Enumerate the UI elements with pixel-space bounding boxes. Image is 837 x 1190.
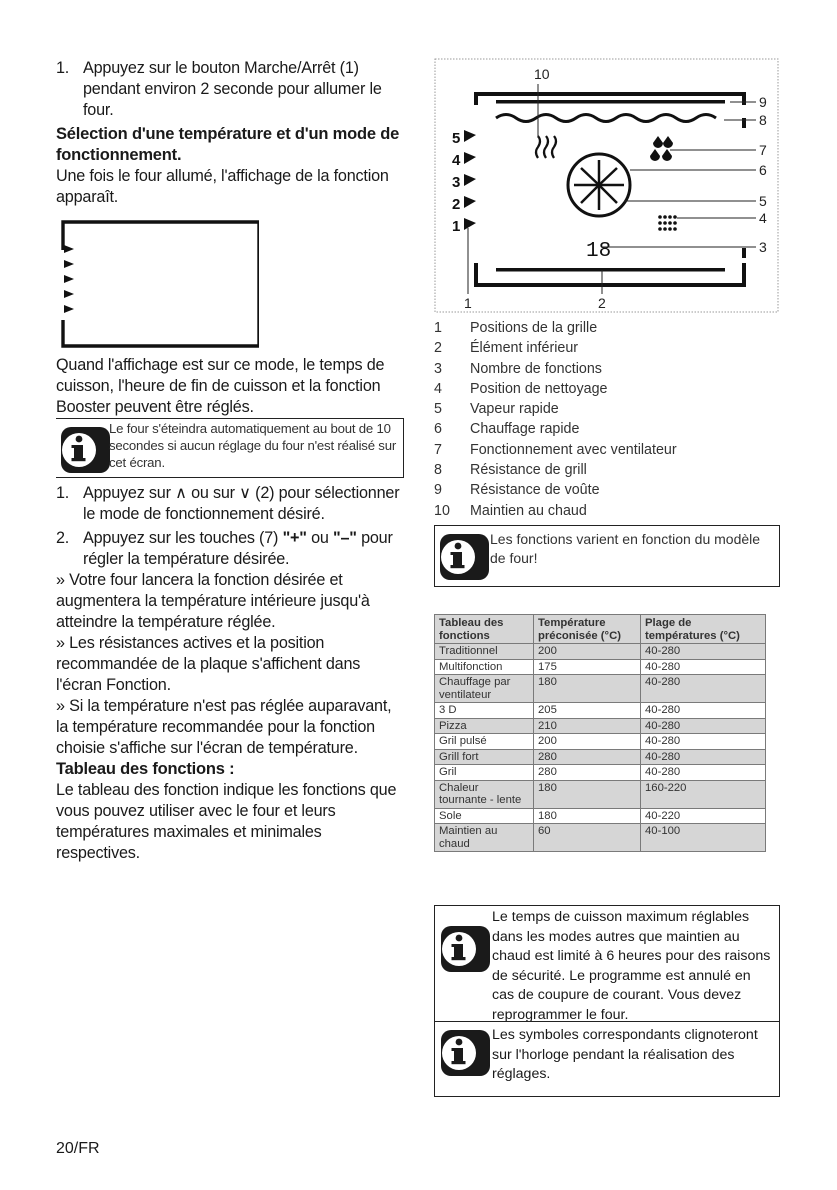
callout-label-8: 8: [759, 112, 767, 128]
table-row: [435, 780, 766, 808]
table-cell: 200: [534, 734, 641, 750]
step-power-on: [56, 58, 404, 121]
info-note-blinking-symbols: [435, 1021, 779, 1096]
step-number: 1.: [56, 59, 70, 77]
table-cell: Gril: [435, 765, 534, 781]
functions-table-wrap: [434, 614, 780, 852]
info-note-text: Le four s'éteindra automatiquement au bout de 10 secondes si aucun réglage du four n'est réalisé sur cet écran.: [109, 421, 397, 470]
table-cell: 3 D: [435, 703, 534, 719]
legend-text: Vapeur rapide: [470, 401, 559, 418]
legend-text: Résistance de voûte: [470, 482, 600, 499]
legend-text: Positions de la grille: [470, 320, 598, 336]
legend-row: [434, 460, 780, 480]
level-number: 2: [452, 196, 461, 213]
note-active-elements: » Les résistances actives et la position recommandée de la plaque s'affichent dans l'écran Fonction.: [56, 634, 361, 694]
legend-number: 4: [434, 380, 442, 397]
info-icon: [436, 528, 492, 584]
legend-number: 7: [434, 441, 442, 458]
table-row: [435, 703, 766, 719]
functions-table: [434, 614, 766, 852]
table-cell: 180: [534, 808, 641, 824]
table-cell: 200: [534, 644, 641, 660]
plus-key-label: "+": [282, 529, 307, 547]
column-header: Tableau des fonctions: [435, 615, 534, 644]
table-row: [435, 718, 766, 734]
display-diagram: [434, 58, 780, 521]
column-header: Plage de températures (°C): [641, 615, 766, 644]
legend-row: [434, 359, 780, 379]
table-row: [435, 808, 766, 824]
table-row: [435, 765, 766, 781]
step-select-mode: [56, 483, 404, 525]
table-row: [435, 749, 766, 765]
legend-text: Élément inférieur: [470, 340, 579, 357]
table-row: [435, 734, 766, 750]
step-text: ou sur: [191, 484, 235, 502]
table-cell: Maintien au chaud: [435, 824, 534, 852]
shelf-level-flags: [64, 245, 74, 313]
legend-number: 9: [434, 482, 442, 499]
level-number: 4: [452, 152, 461, 169]
left-column: [56, 58, 404, 864]
section-heading-table: Tableau des fonctions :: [56, 760, 235, 778]
table-cell: 40-220: [641, 808, 766, 824]
table-cell: Pizza: [435, 718, 534, 734]
table-cell: Chaleur tournante - lente: [435, 780, 534, 808]
info-icon: [437, 920, 493, 976]
legend-number: 10: [434, 502, 450, 519]
callout-label-2: 2: [598, 295, 606, 311]
minus-key-label: "–": [333, 529, 357, 547]
callout-label-3: 3: [759, 239, 767, 255]
legend-row: [434, 318, 780, 338]
table-cell: Grill fort: [435, 749, 534, 765]
table-cell: 40-280: [641, 659, 766, 675]
step-text: (2) pour sélectionner le mode de fonctionnement désiré.: [83, 484, 400, 523]
level-number: 1: [452, 218, 461, 235]
callout-label-1: 1: [464, 295, 472, 311]
paragraph-table-intro: Le tableau des fonction indique les fonctions que vous pouvez utiliser avec le four et leurs températures maximales et minimales respectives.: [56, 781, 397, 862]
legend-text: Fonctionnement avec ventilateur: [470, 441, 677, 458]
table-cell: 40-280: [641, 644, 766, 660]
legend-number: 1: [434, 320, 442, 336]
table-cell: 40-280: [641, 734, 766, 750]
legend-row: [434, 440, 780, 460]
table-cell: 280: [534, 749, 641, 765]
table-row: [435, 824, 766, 852]
table-cell: 180: [534, 675, 641, 703]
legend-number: 2: [434, 340, 442, 357]
top-heater-segment: [496, 100, 725, 104]
arrow-up-icon: ∧: [175, 484, 187, 502]
callout-label-10: 10: [534, 66, 550, 82]
step-text: Appuyez sur le bouton Marche/Arrêt (1) pendant environ 2 seconde pour allumer le four.: [83, 59, 382, 119]
table-cell: 180: [534, 780, 641, 808]
info-note-text: Les fonctions varient en fonction du modèle de four!: [490, 531, 761, 566]
keep-warm-icon: [536, 136, 556, 158]
table-cell: 160-220: [641, 780, 766, 808]
legend-number: 5: [434, 401, 442, 418]
legend-number: 3: [434, 360, 442, 377]
info-icon: [57, 421, 113, 477]
level-number: 3: [452, 174, 461, 191]
diagram-legend: [434, 318, 780, 521]
page-number: 20/FR: [56, 1140, 100, 1157]
table-row: [435, 644, 766, 660]
callout-label-4: 4: [759, 210, 767, 226]
table-cell: Sole: [435, 808, 534, 824]
step-number: 1.: [56, 484, 70, 502]
note-function-start: » Votre four lancera la fonction désirée et augmentera la température intérieure jusqu'à atteindre la température réglée.: [56, 571, 370, 631]
legend-text: Résistance de grill: [470, 462, 587, 479]
table-cell: Multifonction: [435, 659, 534, 675]
table-cell: 210: [534, 718, 641, 734]
table-cell: Traditionnel: [435, 644, 534, 660]
grill-heater-wave: [496, 115, 716, 122]
table-cell: 40-280: [641, 749, 766, 765]
function-number-digits: 18: [586, 240, 612, 263]
table-cell: 205: [534, 703, 641, 719]
step-set-temperature: [56, 528, 404, 570]
table-cell: 175: [534, 659, 641, 675]
paragraph-display-appears: Une fois le four allumé, l'affichage de la fonction apparaît.: [56, 167, 389, 206]
table-cell: 40-280: [641, 703, 766, 719]
legend-row: [434, 338, 780, 358]
step-text: Appuyez sur les touches (7): [83, 529, 279, 547]
table-header-row: [435, 615, 766, 644]
callout-label-5: 5: [759, 193, 767, 209]
arrow-down-icon: ∨: [239, 484, 251, 502]
legend-number: 8: [434, 462, 442, 479]
legend-row: [434, 399, 780, 419]
bottom-heater-segment: [496, 268, 725, 272]
table-row: [435, 675, 766, 703]
legend-row: [434, 419, 780, 439]
legend-text: Position de nettoyage: [470, 380, 608, 397]
table-cell: 40-280: [641, 718, 766, 734]
paragraph-settings-available: Quand l'affichage est sur ce mode, le temps de cuisson, l'heure de fin de cuisson et la fonction Booster peuvent être réglés.: [56, 356, 385, 416]
step-number: 2.: [56, 529, 70, 547]
table-cell: Chauffage par ventilateur: [435, 675, 534, 703]
shelf-position-flags: [464, 130, 476, 230]
level-number: 5: [452, 130, 461, 147]
function-display-illustration: [59, 220, 259, 348]
note-recommended-temp: » Si la température n'est pas réglée auparavant, la température recommandée pour la fonction choisie s'affiche sur l'écran de température.: [56, 697, 392, 757]
callout-label-7: 7: [759, 142, 767, 158]
info-note-auto-off: [56, 418, 404, 478]
table-cell: 280: [534, 765, 641, 781]
legend-row: [434, 480, 780, 500]
callout-label-6: 6: [759, 162, 767, 178]
legend-text: Nombre de fonctions: [470, 360, 602, 377]
table-cell: 60: [534, 824, 641, 852]
cleaning-dots-icon: [658, 215, 677, 231]
info-icon: [437, 1024, 493, 1080]
table-cell: 40-100: [641, 824, 766, 852]
column-header: Température préconisée (°C): [534, 615, 641, 644]
table-cell: 40-280: [641, 675, 766, 703]
info-note-max-time: [435, 906, 779, 1021]
info-note-text: Le temps de cuisson maximum réglables dans les modes autres que maintien au chaud est limité à 6 heures pour des raisons de sécurité. Le programme est annulé en cas de coupure de courant. Vous devez reprogrammer le four.: [492, 909, 771, 1023]
legend-number: 6: [434, 421, 442, 438]
section-heading-temperature: Sélection d'une température et d'un mode de fonctionnement.: [56, 125, 400, 164]
info-note-model-variation: [434, 525, 780, 587]
legend-text: Chauffage rapide: [470, 421, 580, 438]
callout-label-9: 9: [759, 94, 767, 110]
step-text: Appuyez sur: [83, 484, 171, 502]
step-text: ou: [311, 529, 329, 547]
step-text: pour régler la température désirée.: [83, 529, 393, 568]
steam-drops-icon: [650, 136, 673, 161]
legend-text: Maintien au chaud: [470, 502, 587, 519]
table-cell: Gril pulsé: [435, 734, 534, 750]
info-note-text: Les symboles correspondants clignoteront sur l'horloge pendant la réalisation des réglages.: [492, 1027, 758, 1082]
info-notes-group: [434, 905, 780, 1097]
fan-icon: [568, 154, 630, 216]
table-row: [435, 659, 766, 675]
table-cell: 40-280: [641, 765, 766, 781]
legend-row: [434, 501, 780, 521]
legend-row: [434, 379, 780, 399]
